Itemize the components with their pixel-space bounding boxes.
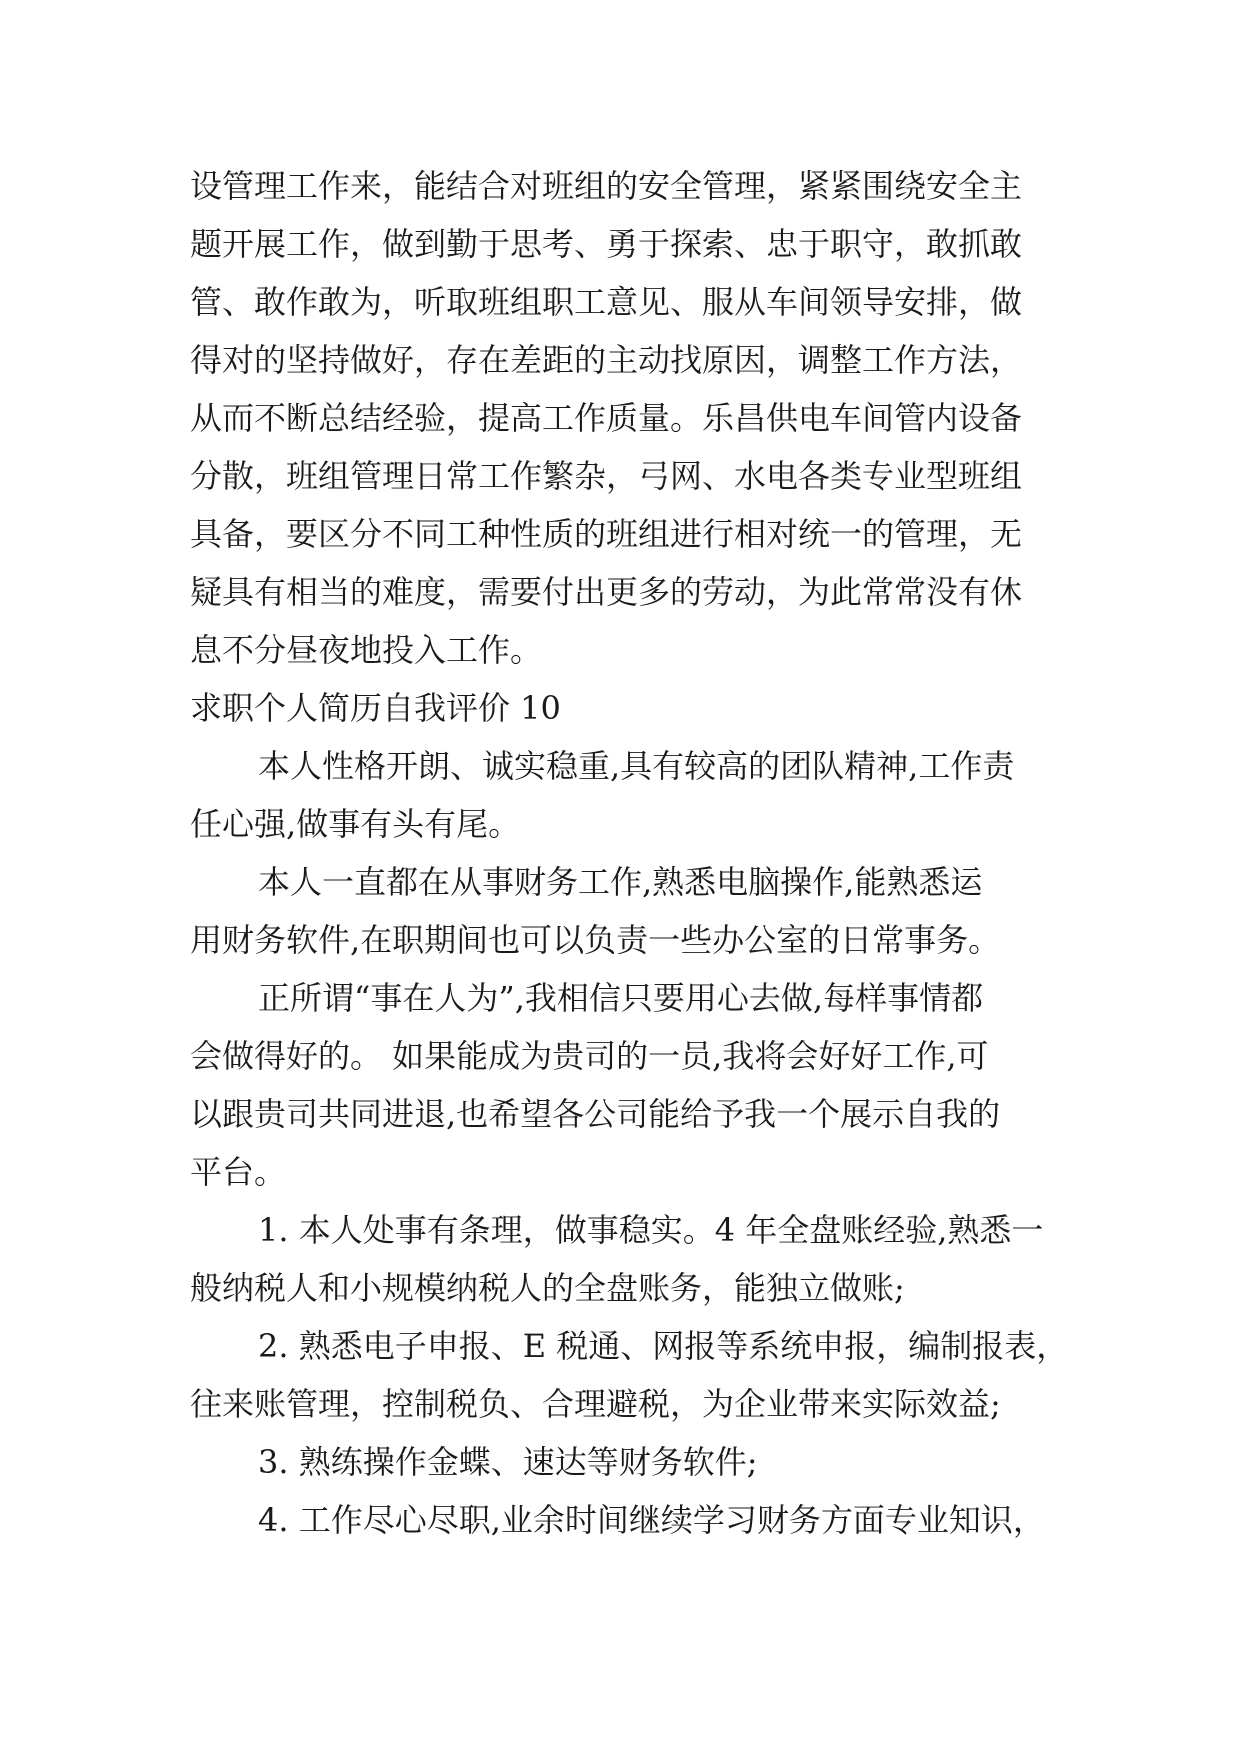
text-line: 题开展工作，做到勤于思考、勇于探索、忠于职守，敢抓敢 — [190, 225, 1023, 263]
text-line: 从而不断总结经验，提高工作质量。乐昌供电车间管内设备 — [190, 399, 1023, 437]
text-line: 以跟贵司共同进退,也希望各公司能给予我一个展示自我的 — [190, 1095, 1001, 1133]
text-line: 会做得好的。 如果能成为贵司的一员,我将会好好工作,可 — [190, 1037, 989, 1075]
text-line: 本人一直都在从事财务工作,熟悉电脑操作,能熟悉运 — [258, 863, 983, 901]
text-line: 设管理工作来，能结合对班组的安全管理，紧紧围绕安全主 — [190, 167, 1023, 205]
text-line: 往来账管理，控制税负、合理避税，为企业带来实际效益; — [190, 1385, 1001, 1423]
text-line: 疑具有相当的难度，需要付出更多的劳动，为此常常没有休 — [190, 573, 1023, 611]
text-line: 息不分昼夜地投入工作。 — [190, 631, 543, 669]
text-line: 般纳税人和小规模纳税人的全盘账务，能独立做账; — [190, 1269, 905, 1307]
text-line: 具备，要区分不同工种性质的班组进行相对统一的管理，无 — [190, 515, 1023, 553]
list-item-2: 2. 熟悉电子申报、E 税通、网报等系统申报，编制报表， — [258, 1327, 1069, 1365]
list-item-3: 3. 熟练操作金蝶、速达等财务软件; — [258, 1443, 758, 1481]
text-line: 用财务软件,在职期间也可以负责一些办公室的日常事务。 — [190, 921, 1001, 959]
list-item-4: 4. 工作尽心尽职,业余时间继续学习财务方面专业知识， — [258, 1501, 1045, 1539]
text-line: 平台。 — [190, 1153, 287, 1191]
section-heading: 求职个人简历自我评价 10 — [190, 689, 561, 727]
list-item-1: 1. 本人处事有条理，做事稳实。4 年全盘账经验,熟悉一 — [258, 1211, 1044, 1249]
text-line: 任心强,做事有头有尾。 — [190, 805, 521, 843]
text-line: 正所谓“事在人为”,我相信只要用心去做,每样事情都 — [258, 979, 984, 1017]
text-line: 分散，班组管理日常工作繁杂，弓网、水电各类专业型班组 — [190, 457, 1023, 495]
text-line: 管、敢作敢为，听取班组职工意见、服从车间领导安排，做 — [190, 283, 1023, 321]
text-line: 得对的坚持做好，存在差距的主动找原因，调整工作方法， — [190, 341, 1023, 379]
text-line: 本人性格开朗、诚实稳重,具有较高的团队精神,工作责 — [258, 747, 1015, 785]
